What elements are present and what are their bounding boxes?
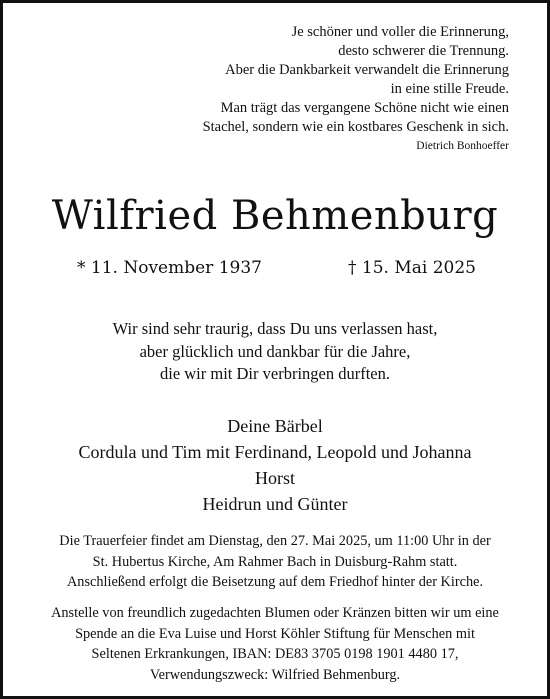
funeral-info [3, 531, 547, 593]
funeral-line: Anschließend erfolgt die Beisetzung auf dem Friedhof hinter der Kirche. [66, 574, 484, 590]
mourner-line: Horst [255, 468, 295, 488]
quote-line: in eine stille Freude. [390, 81, 509, 97]
mourner-line: Cordula und Tim mit Ferdinand, Leopold und Johanna [78, 442, 472, 462]
quote-line: Stachel, sondern wie ein kostbares Geschenk in sich. [202, 119, 509, 135]
donation-info [3, 603, 547, 685]
donation-line: Anstelle von freundlich zugedachten Blumen oder Kränzen bitten wir um eine [51, 605, 499, 621]
donation-line: Seltenen Erkrankungen, IBAN: DE83 3705 0198 1901 4480 17, [91, 646, 459, 662]
farewell-message [3, 318, 547, 386]
message-line: Wir sind sehr traurig, dass Du uns verlassen hast, [112, 319, 438, 338]
donation-line: Verwendungszweck: Wilfried Behmenburg. [149, 666, 401, 683]
death-date: † 15. Mai 2025 [348, 258, 476, 278]
quote-line: Aber die Dankbarkeit verwandelt die Erinnerung [225, 62, 509, 78]
funeral-line: Die Trauerfeier findet am Dienstag, den 27. Mai 2025, um 11:00 Uhr in der [59, 533, 491, 549]
deceased-name: Wilfried Behmenburg [51, 193, 499, 239]
quote-line: Man trägt das vergangene Schöne nicht wie einen [220, 100, 509, 116]
quote-line: Je schöner und voller die Erinnerung, [291, 24, 509, 40]
birth-date: * 11. November 1937 [77, 258, 262, 278]
quote-author: Dietrich Bonhoeffer [416, 140, 509, 152]
mourners-list [3, 413, 547, 517]
mourner-line: Heidrun und Günter [202, 494, 348, 514]
message-line: aber glücklich und dankbar für die Jahre, [139, 341, 411, 361]
quote-block [203, 23, 509, 155]
message-line: die wir mit Dir verbringen durften. [159, 364, 391, 383]
funeral-line: St. Hubertus Kirche, Am Rahmer Bach in Duisburg-Rahm statt. [92, 553, 458, 570]
mourner-line: Deine Bärbel [227, 416, 323, 436]
quote-line: desto schwerer die Trennung. [338, 43, 509, 59]
donation-line: Spende an die Eva Luise und Horst Köhler Stiftung für Menschen mit [75, 625, 475, 642]
